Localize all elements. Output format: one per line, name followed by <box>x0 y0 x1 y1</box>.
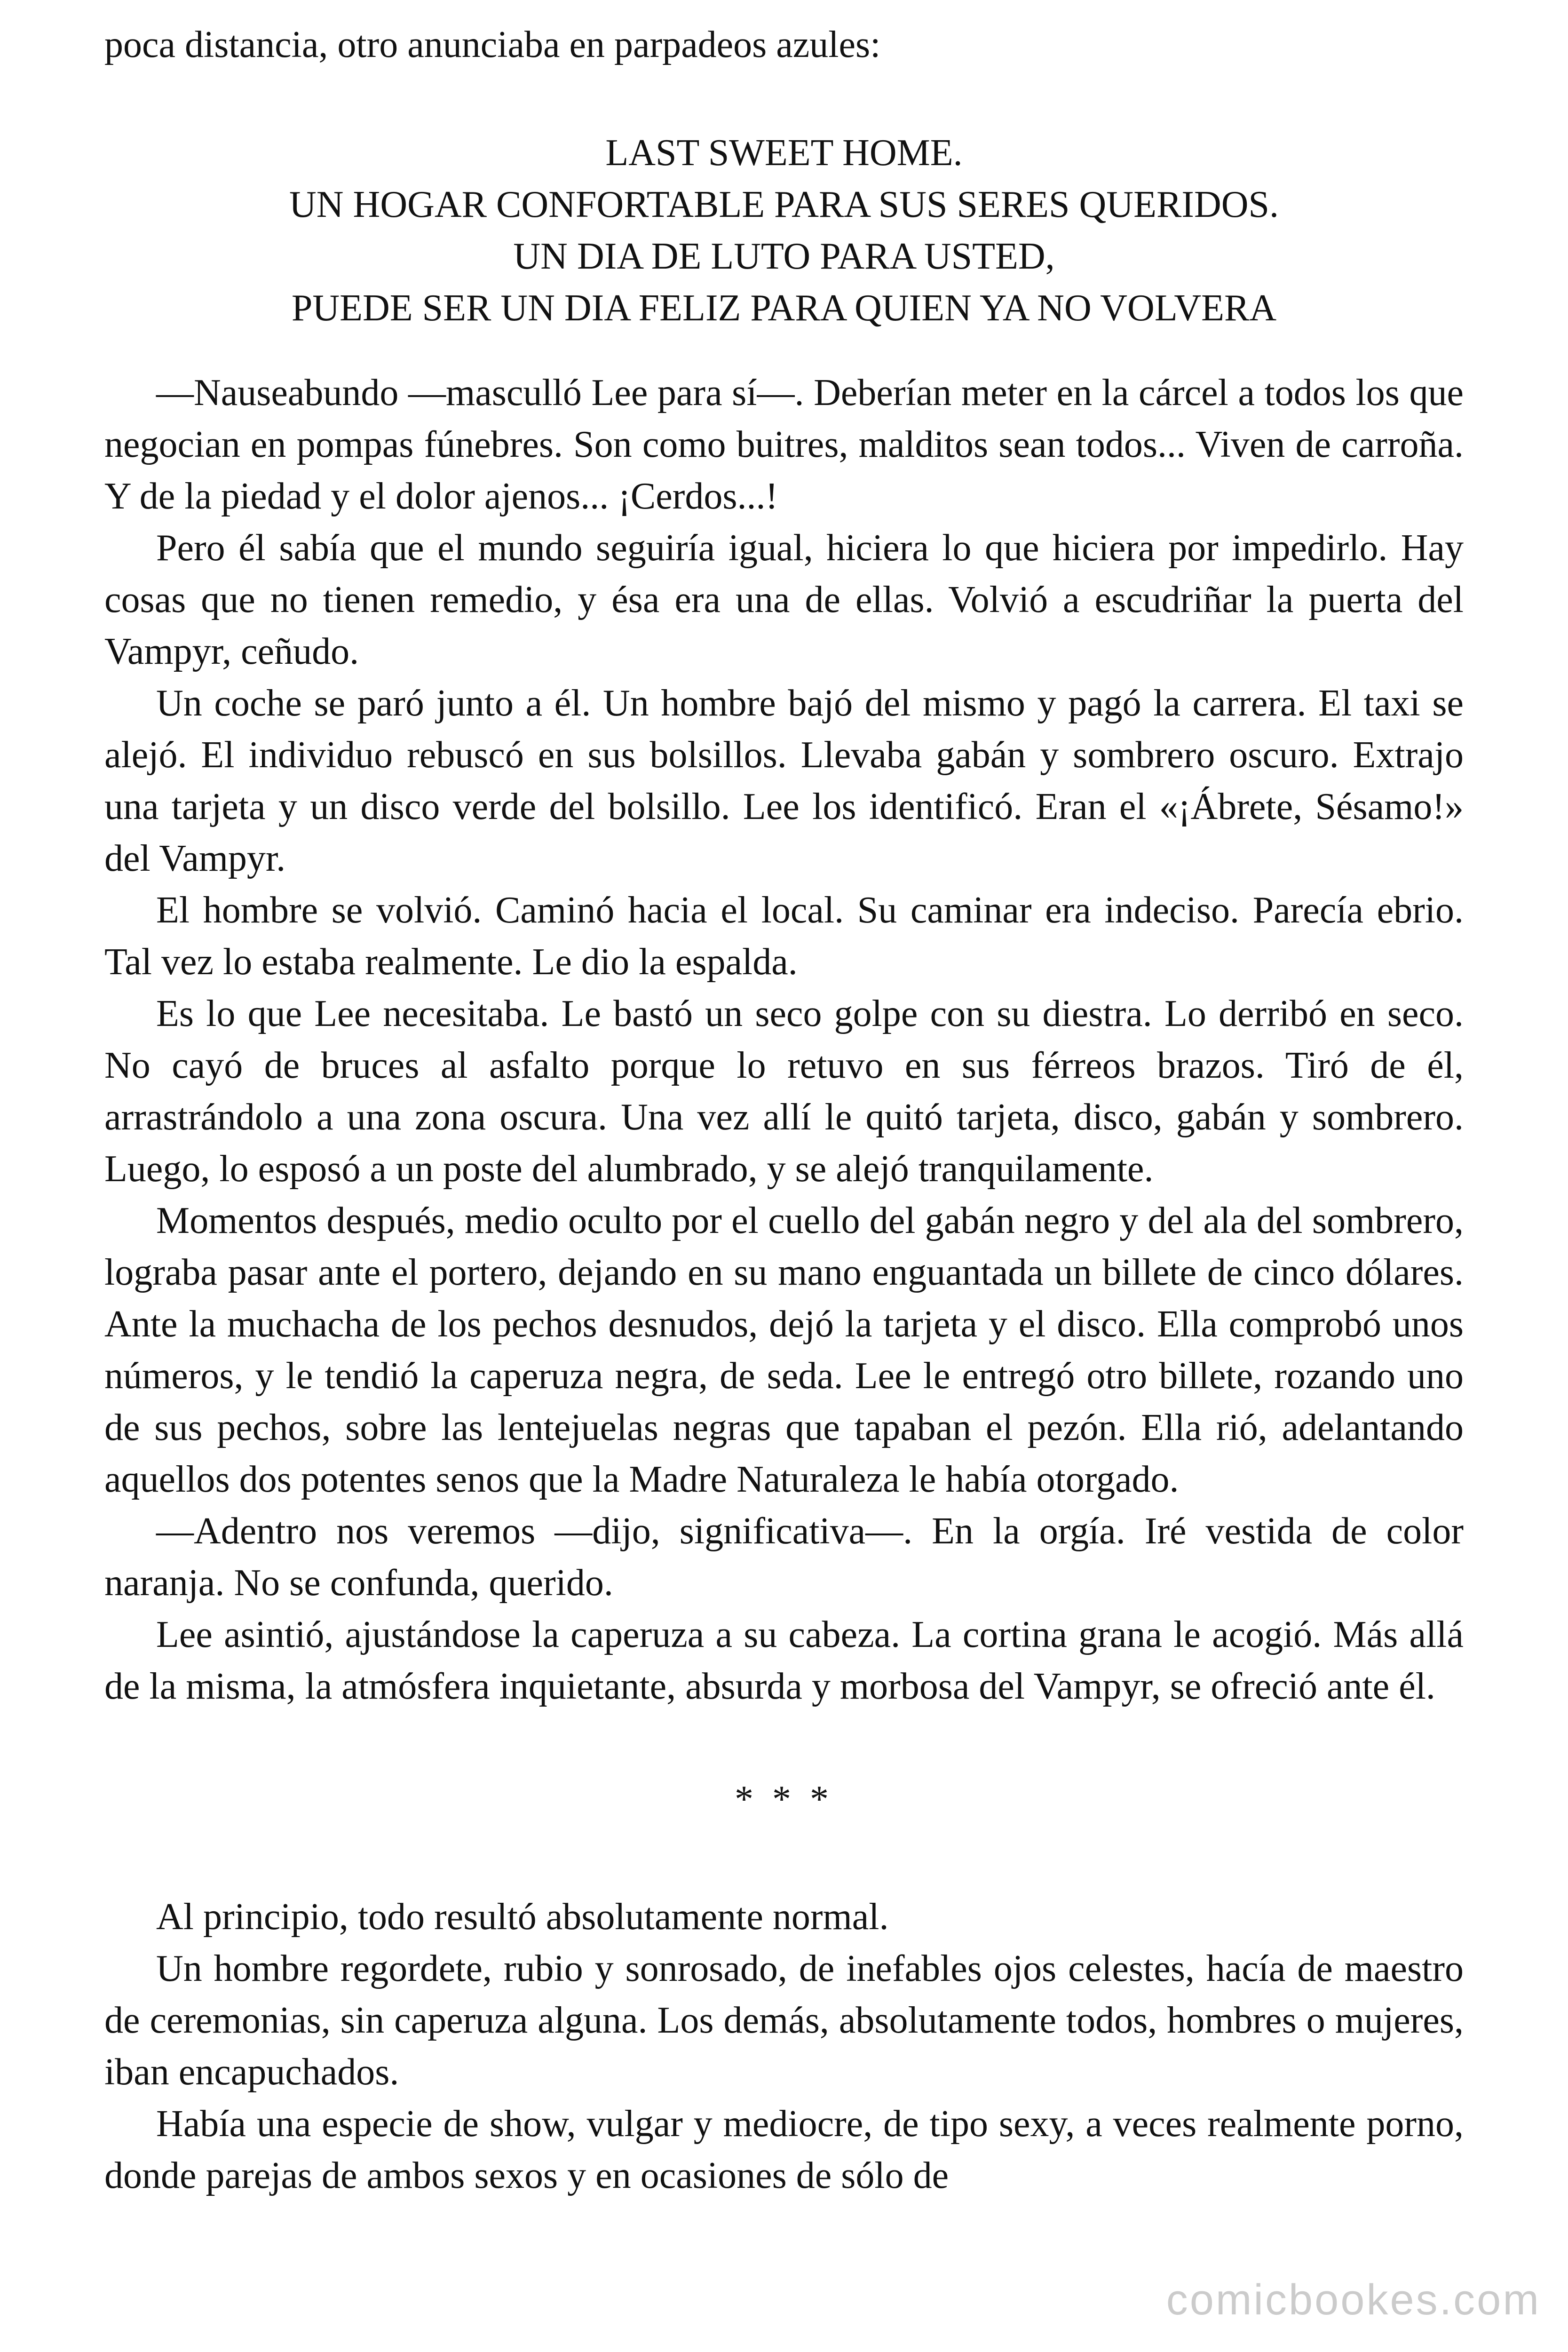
book-page <box>104 19 1464 2201</box>
sign-line: PUEDE SER UN DIA FELIZ PARA QUIEN YA NO VOLVERA <box>291 287 1277 329</box>
paragraph: —Nauseabundo —masculló Lee para sí—. Deberían meter en la cárcel a todos los que negocian en pompas fúnebres. Son como buitres, malditos sean todos... Viven de carroña. Y de la piedad y el dolor ajenos... ¡Cerdos...! <box>104 372 1464 517</box>
site-watermark: comicbookes.com <box>1166 2276 1541 2324</box>
paragraph: Pero él sabía que el mundo seguiría igual, hiciera lo que hiciera por impedirlo. Hay cosas que no tienen remedio, y ésa era una de ellas. Volvió a escudriñar la puerta del Vampyr, ceñudo. <box>104 527 1464 672</box>
paragraph: Momentos después, medio oculto por el cuello del gabán negro y del ala del sombrero, lograba pasar ante el portero, dejando en su mano enguantada un billete de cinco dólares. Ante la muchacha de los pechos desnudos, dejó la tarjeta y el disco. Ella comprobó unos números, y le tendió la caperuza negra, de seda. Lee le entregó otro billete, rozando uno de sus pechos, sobre las lentejuelas negras que tapaban el pezón. Ella rió, adelantando aquellos dos potentes senos que la Madre Naturaleza le había otorgado. <box>104 1200 1464 1500</box>
paragraph: El hombre se volvió. Caminó hacia el local. Su caminar era indeciso. Parecía ebrio. Tal vez lo estaba realmente. Le dio la espalda. <box>104 890 1464 983</box>
sign-line: UN DIA DE LUTO PARA USTED, <box>513 236 1055 277</box>
sign-line: LAST SWEET HOME. <box>605 132 963 174</box>
paragraph: Al principio, todo resultó absolutamente normal. <box>156 1896 889 1938</box>
sign-line: UN HOGAR CONFORTABLE PARA SUS SERES QUERIDOS. <box>289 184 1279 225</box>
paragraph: Un hombre regordete, rubio y sonrosado, de inefables ojos celestes, hacía de maestro de ceremonias, sin caperuza alguna. Los demás, absolutamente todos, hombres o mujeres, iban encapuchados. <box>104 1948 1464 2093</box>
paragraph: Un coche se paró junto a él. Un hombre bajó del mismo y pagó la carrera. El taxi se alejó. El individuo rebuscó en sus bolsillos. Llevaba gabán y sombrero oscuro. Extrajo una tarjeta y un disco verde del bolsillo. Lee los identificó. Eran el «¡Ábrete, Sésamo!» del Vampyr. <box>104 683 1464 879</box>
intro-line: poca distancia, otro anunciaba en parpadeos azules: <box>104 24 881 65</box>
paragraph: Había una especie de show, vulgar y mediocre, de tipo sexy, a veces realmente porno, donde parejas de ambos sexos y en ocasiones de sólo de <box>104 2103 1464 2196</box>
paragraph: —Adentro nos veremos —dijo, significativa—. En la orgía. Iré vestida de color naranja. No se confunda, querido. <box>104 1510 1464 1604</box>
section-separator: * * * <box>735 1779 833 1820</box>
advert-sign <box>104 127 1464 334</box>
paragraph: Es lo que Lee necesitaba. Le bastó un seco golpe con su diestra. Lo derribó en seco. No cayó de bruces al asfalto porque lo retuvo en sus férreos brazos. Tiró de él, arrastrándolo a una zona oscura. Una vez allí le quitó tarjeta, disco, gabán y sombrero. Luego, lo esposó a un poste del alumbrado, y se alejó tranquilamente. <box>104 993 1464 1190</box>
paragraph: Lee asintió, ajustándose la caperuza a su cabeza. La cortina grana le acogió. Más allá de la misma, la atmósfera inquietante, absurda y morbosa del Vampyr, se ofreció ante él. <box>104 1614 1464 1707</box>
